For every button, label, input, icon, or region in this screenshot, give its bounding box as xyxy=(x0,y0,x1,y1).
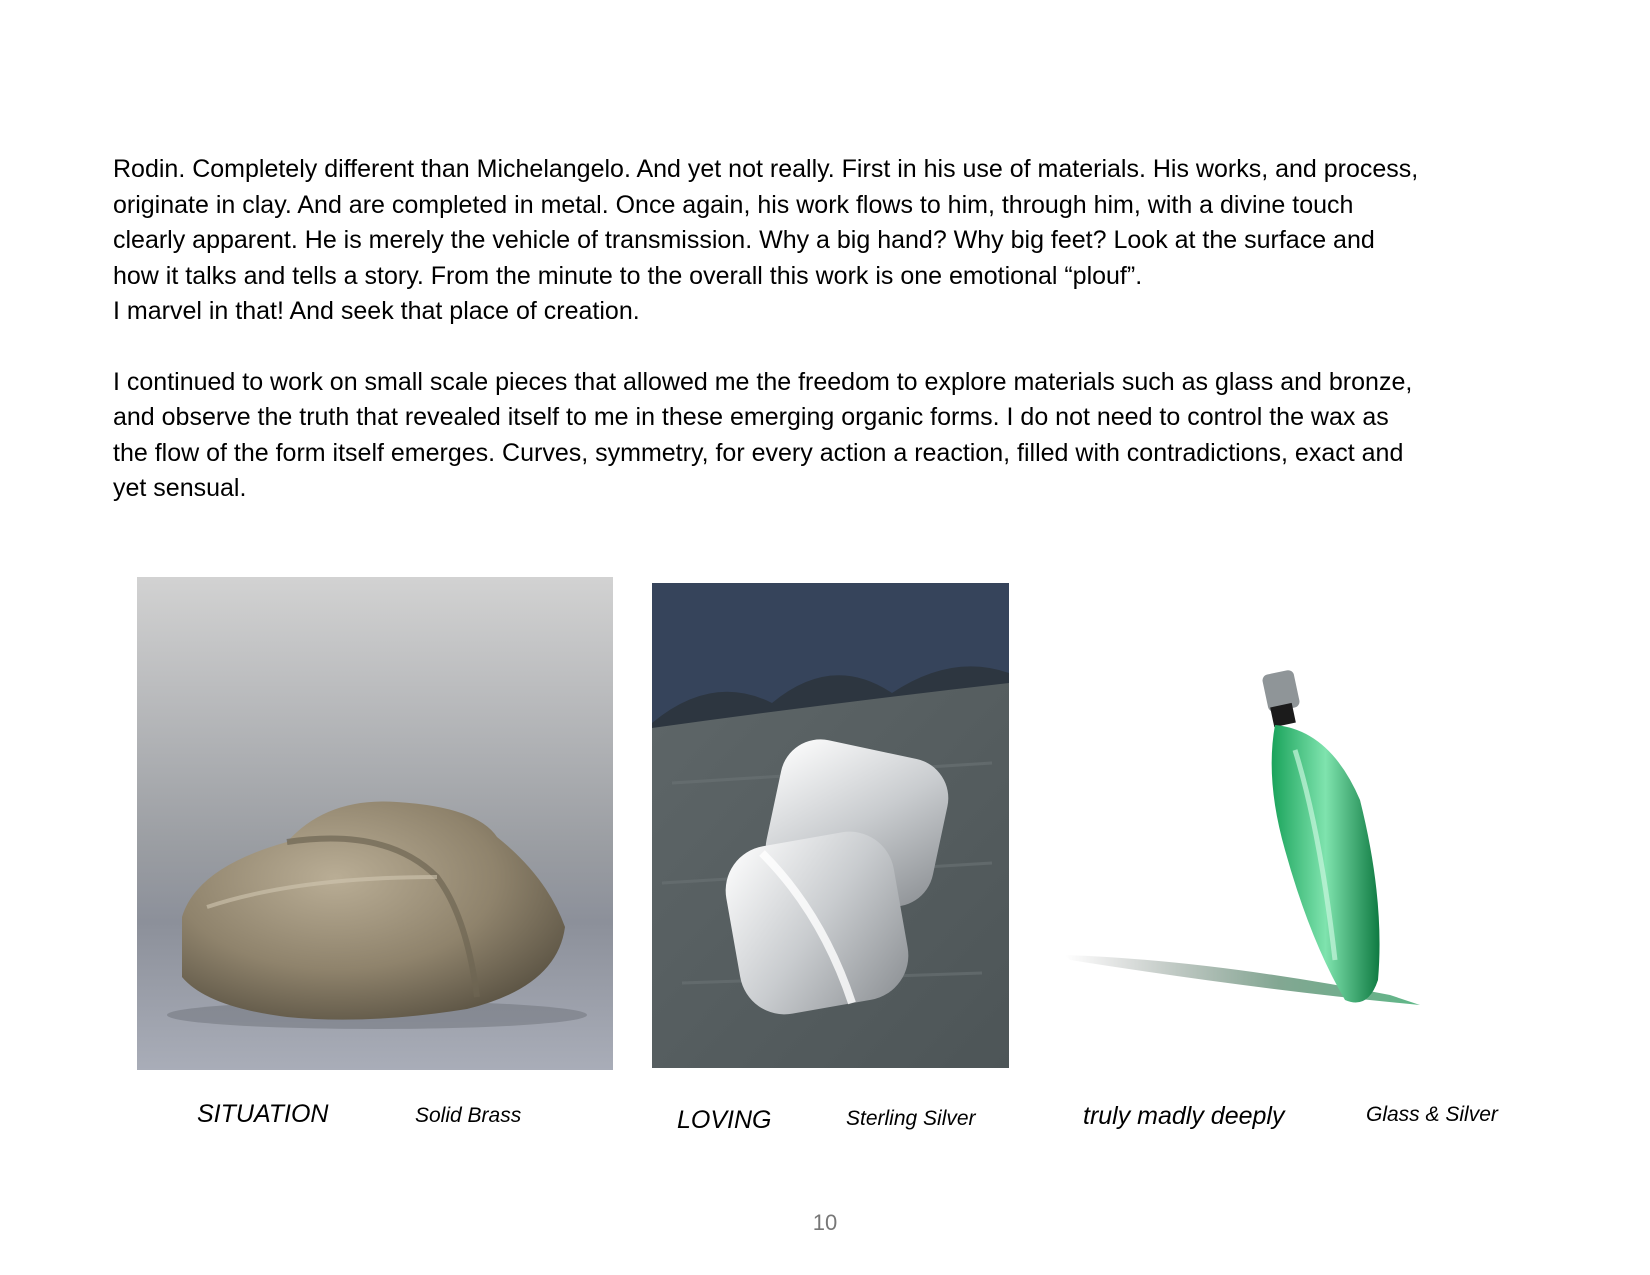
photo-situation-sculpture xyxy=(137,577,613,1070)
caption-title-situation: SITUATION xyxy=(197,1100,329,1128)
paragraph-rodin: Rodin. Completely different than Michelangelo. And yet not really. First in his use of materials. His works, and process, originate in clay. And are completed in metal. Once again, his work flows to him, through him, with a divine touch clearly apparent. He is merely the vehicle of transmission. Why a big hand? Why big feet? Look at the surface and how it talks and tells a story. From the minute to the overall this work is one emotional “plouf”. I marvel in that! And seek that place of creation. xyxy=(113,155,1419,325)
caption-material-glass-silver: Glass & Silver xyxy=(1366,1103,1498,1126)
caption-title-loving: LOVING xyxy=(677,1106,772,1134)
page-number: 10 xyxy=(812,1210,838,1235)
caption-title-truly-madly-deeply: truly madly deeply xyxy=(1083,1102,1285,1130)
paragraph-small-scale: I continued to work on small scale pieces that allowed me the freedom to explore materials such as glass and bronze, and observe the truth that revealed itself to me in these emerging organic forms. I do not need to control the wax as the flow of the form itself emerges. Curves, symmetry, for every action a reaction, filled with contradictions, exact and yet sensual. xyxy=(113,367,1413,502)
body-text xyxy=(113,152,1553,507)
caption-material-solid-brass: Solid Brass xyxy=(415,1104,522,1127)
caption-material-sterling-silver: Sterling Silver xyxy=(846,1107,976,1130)
photo-truly-madly-deeply-bottle xyxy=(1060,660,1470,1015)
photo-loving-silver xyxy=(652,583,1009,1068)
